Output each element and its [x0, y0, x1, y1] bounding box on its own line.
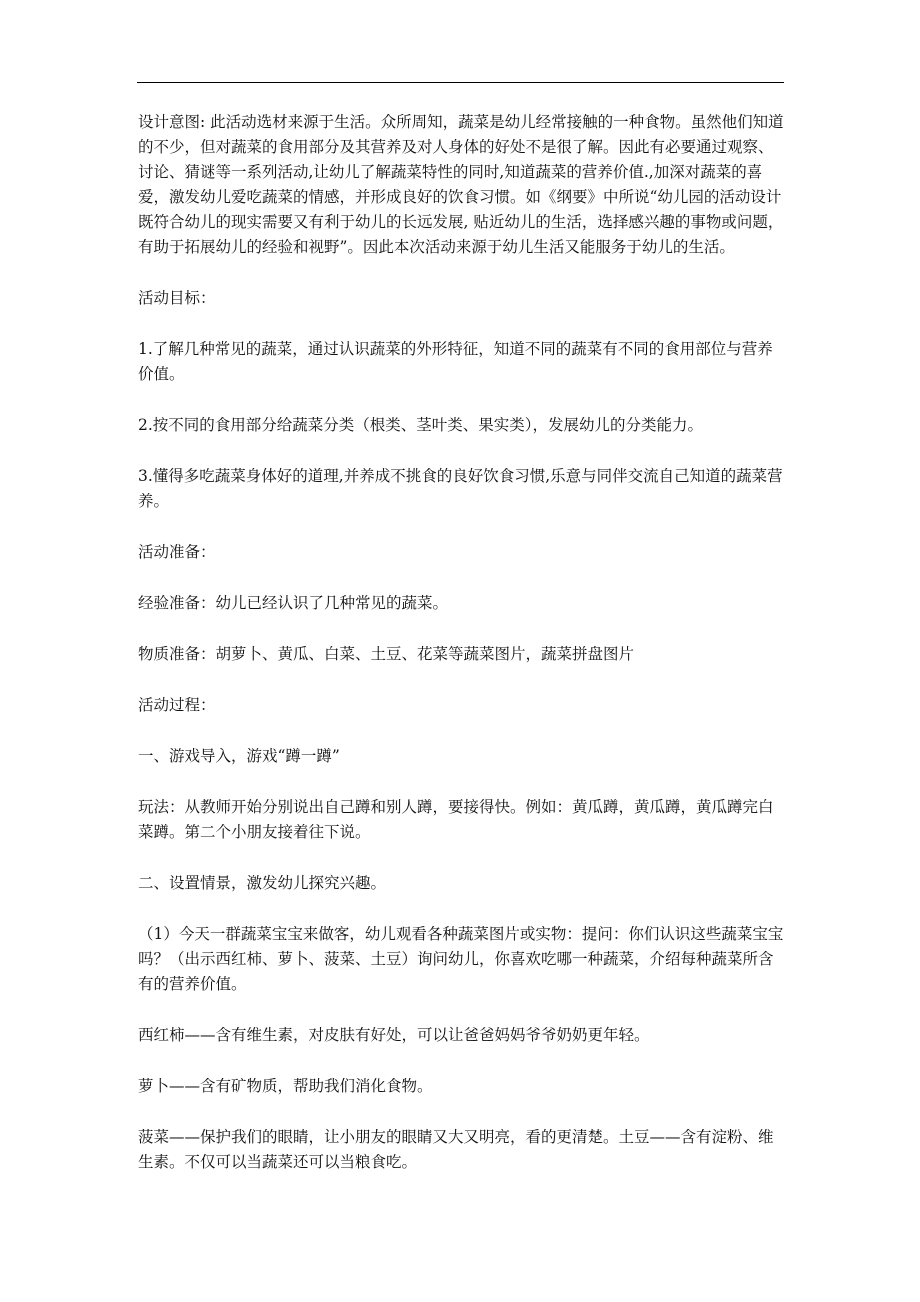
document-body [138, 110, 788, 1175]
paragraph-tomato: 西红柿——含有维生素，对皮肤有好处，可以让爸爸妈妈爷爷奶奶更年轻。 [138, 1026, 650, 1044]
paragraph-section-2: 二、设置情景，激发幼儿探究兴趣。 [138, 874, 387, 892]
paragraph-goal-2: 2.按不同的食用部分给蔬菜分类（根类、茎叶类、果实类），发展幼儿的分类能力。 [138, 416, 704, 434]
paragraph-material-preparation: 物质准备：胡萝卜、黄瓜、白菜、土豆、花菜等蔬菜图片，蔬菜拼盘图片 [138, 645, 635, 663]
paragraph-radish: 萝卜——含有矿物质，帮助我们消化食物。 [138, 1077, 433, 1095]
header-rule [137, 82, 784, 83]
heading-activity-preparation: 活动准备： [138, 543, 216, 561]
paragraph-experience-preparation: 经验准备：幼儿已经认识了几种常见的蔬菜。 [138, 594, 449, 612]
paragraph-design-intent: 设计意图: 此活动选材来源于生活。众所周知，蔬菜是幼儿经常接触的一种食物。虽然他们知道的不少，但对蔬菜的食用部分及其营养及对人身体的好处不是很了解。因此有必要通过观察、讨论、猜谜等一系列活动,让幼儿了解蔬菜特性的同时,知道蔬菜的营养价值.,加深对蔬菜的喜爱，激发幼儿爱吃蔬菜的情感，并形成良好的饮食习惯。如《纲要》中所说“幼儿园的活动设计既符合幼儿的现实需要又有利于幼儿的长远发展, 贴近幼儿的生活，选择感兴趣的事物或问题，有助于拓展幼儿的经验和视野”。因此本次活动来源于幼儿生活又能服务于幼儿的生活。 [138, 113, 784, 256]
paragraph-step-1: （1）今天一群蔬菜宝宝来做客，幼儿观看各种蔬菜图片或实物：提问：你们认识这些蔬菜宝宝吗？（出示西红柿、萝卜、菠菜、土豆）询问幼儿，你喜欢吃哪一种蔬菜，介绍每种蔬菜所含有的营养价值。 [138, 925, 784, 993]
paragraph-goal-1: 1.了解几种常见的蔬菜，通过认识蔬菜的外形特征，知道不同的蔬菜有不同的食用部位与营养价值。 [138, 340, 773, 383]
paragraph-section-1: 一、游戏导入，游戏“蹲一蹲” [138, 747, 340, 765]
heading-activity-process: 活动过程： [138, 696, 216, 714]
paragraph-game-rules: 玩法：从教师开始分别说出自己蹲和别人蹲，要接得快。例如：黄瓜蹲，黄瓜蹲，黄瓜蹲完白菜蹲。第二个小朋友接着往下说。 [138, 798, 774, 841]
heading-activity-goals: 活动目标： [138, 289, 216, 307]
paragraph-spinach-potato: 菠菜——保护我们的眼睛，让小朋友的眼睛又大又明亮，看的更清楚。土豆——含有淀粉、维生素。不仅可以当蔬菜还可以当粮食吃。 [138, 1128, 774, 1171]
paragraph-goal-3: 3.懂得多吃蔬菜身体好的道理,并养成不挑食的良好饮食习惯,乐意与同伴交流自己知道的蔬菜营养。 [138, 467, 783, 510]
